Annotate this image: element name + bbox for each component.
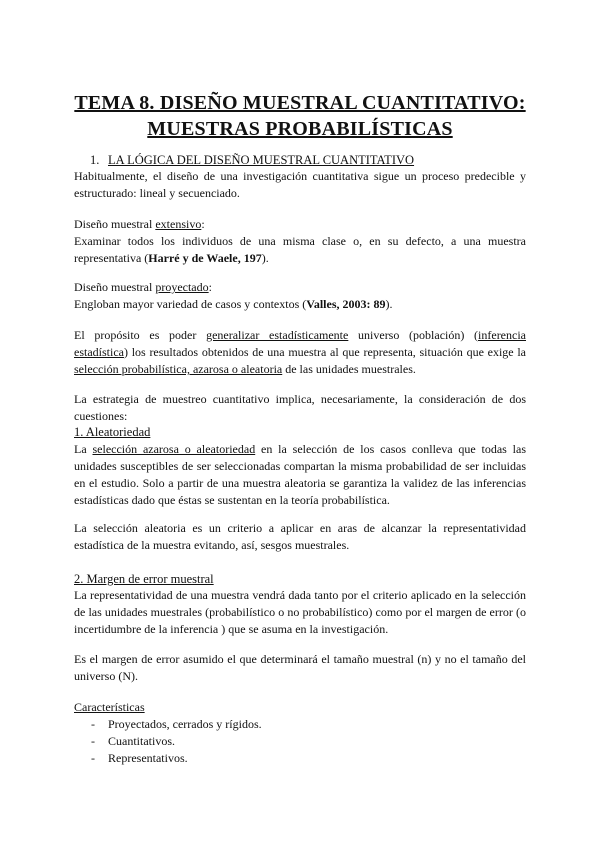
aleatoriedad-paragraph-2: La selección aleatoria es un criterio a aplicar en aras de alcanzar la representatividad estadística de la muestra evitando, así, sesgos muestrales.: [74, 521, 526, 552]
intro-paragraph: Habitualmente, el diseño de una investigación cuantitativa sigue un proceso predecible y estructurado: lineal y secuenciado.: [74, 169, 526, 200]
aleatoriedad-paragraph: La selección azarosa o aleatoriedad en la selección de los casos conlleva que todas las unidades susceptibles de ser seleccionadas compartan la misma probabilidad de ser incluidas en el estudio. Solo a partir de una muestra aleatoria se garantiza la validez de las inferencias estadísticas dado que éstas se sustentan en la teoría probabilística.: [74, 442, 527, 507]
margen-heading: 2. Margen de error muestral: [74, 572, 214, 586]
section-number: 1.: [90, 153, 100, 167]
section-heading: [90, 152, 414, 168]
caracteristicas-list: [74, 716, 526, 767]
margen-paragraph: La representatividad de una muestra vendrá dada tanto por el criterio aplicado en la selección de las unidades muestrales (probabilístico o no probabilístico) como por el margen de error (o incertidumbre de la inferencia ) que se asuma en la investigación.: [74, 588, 526, 636]
aleatoriedad-heading: 1. Aleatoriedad: [74, 425, 151, 439]
estrategia-paragraph: La estrategia de muestreo cuantitativo implica, necesariamente, la consideración de dos cuestiones:: [74, 392, 526, 423]
list-item: - Cuantitativos.: [74, 733, 526, 750]
document-title: [40, 90, 560, 142]
caracteristicas-block: [74, 699, 526, 767]
title-line-2: MUESTRAS PROBABILÍSTICAS: [147, 118, 453, 140]
extensivo-text: Examinar todos los individuos de una misma clase o, en su defecto, a una muestra representativa (Harré y de Waele, 197).: [74, 234, 526, 265]
title-line-1: TEMA 8. DISEÑO MUESTRAL CUANTITATIVO:: [74, 92, 526, 114]
extensivo-label: Diseño muestral extensivo:: [74, 217, 205, 231]
caracteristicas-heading: Características: [74, 700, 145, 714]
proyectado-text: Engloban mayor variedad de casos y contextos (Valles, 2003: 89).: [74, 297, 393, 311]
proyectado-citation: Valles, 2003: 89: [306, 297, 386, 311]
section-title: LA LÓGICA DEL DISEÑO MUESTRAL CUANTITATIVO: [108, 153, 415, 167]
list-item: - Proyectados, cerrados y rígidos.: [74, 716, 526, 733]
extensivo-citation: Harré y de Waele, 197: [148, 251, 262, 265]
extensivo-block: [74, 216, 526, 267]
proposito-paragraph: El propósito es poder generalizar estadísticamente universo (población) (inferencia estadística) los resultados obtenidos de una muestra al que representa, situación que exige la selección probabilística, azarosa o aleatoria de las unidades muestrales.: [74, 328, 526, 376]
list-item: - Representativos.: [74, 750, 526, 767]
margen-paragraph-2: Es el margen de error asumido el que determinará el tamaño muestral (n) y no el tamaño del universo (N).: [74, 652, 526, 683]
proyectado-label: Diseño muestral proyectado:: [74, 280, 212, 294]
proyectado-block: [74, 279, 526, 313]
